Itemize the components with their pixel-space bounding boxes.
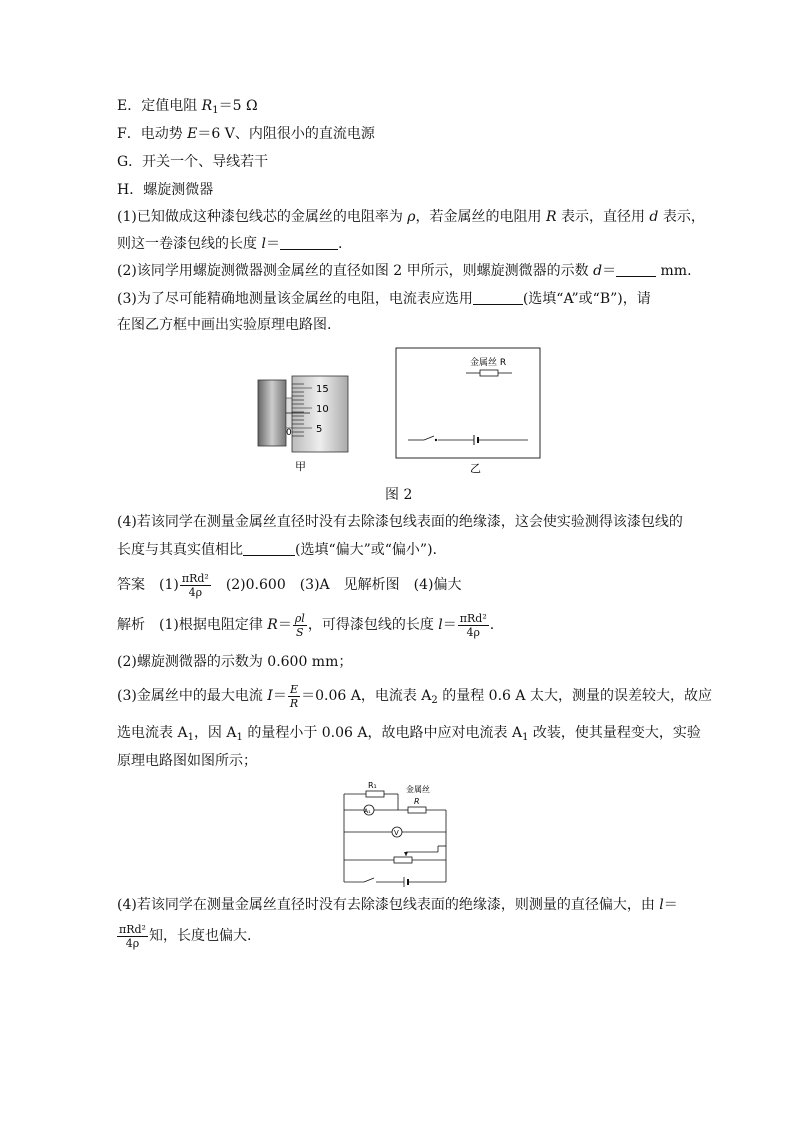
label-yi: 乙 [470, 462, 481, 475]
analysis-p3-line3: 原理电路图如图所示； [117, 753, 257, 769]
question-4-line2: 长度与其真实值相比 (选填“偏大”或“偏小”). [117, 542, 438, 558]
answer-blank-1[interactable] [280, 235, 338, 250]
item-g: G．开关一个、导线若干 [117, 154, 269, 170]
wire-label: 金属丝 R [470, 358, 507, 368]
scale-label-0: 0 [286, 428, 292, 438]
circuit-r-label: R [414, 797, 420, 806]
micrometer-illustration [258, 376, 348, 473]
analysis-p3-line1: (3)金属丝中的最大电流 I＝ $\frac{E}{R}$ ＝0.06 A，电流表 $A_2$ 的量程 0.6 A 太大，测量的误差较大，故应 [117, 682, 712, 710]
question-4-line1: (4)若该同学在测量金属丝直径时没有去除漆包线表面的绝缘漆，这会使实验测得该漆包线的 [117, 514, 683, 530]
circuit-diagram [338, 776, 458, 888]
circuit-wire-label: 金属丝 [406, 785, 430, 794]
current-fraction: $\frac{E}{R}$ [289, 682, 299, 710]
circuit-voltmeter-label: V [394, 829, 399, 837]
circuit-ammeter-label: A₁ [364, 808, 371, 815]
label-jia: 甲 [295, 460, 306, 473]
question-3-line2: 在图乙方框中画出实验原理电路图. [117, 317, 332, 333]
answer-fraction: $\frac{\text{πRd²}}{4\rho}$ [181, 571, 209, 599]
item-f: F．电动势 E＝6 V、内阻很小的直流电源 [117, 126, 375, 142]
scale-label-15: 15 [316, 384, 329, 395]
scale-label-10: 10 [316, 404, 329, 415]
answer-blank-4[interactable] [243, 541, 295, 556]
analysis-p2: (2)螺旋测微器的示数为 0.600 mm； [117, 654, 353, 670]
answer-blank-2[interactable] [616, 262, 656, 277]
question-1-line1: (1)已知做成这种漆包线芯的金属丝的电阻率为 ρ，若金属丝的电阻用 R 表示，直径用 d 表示， [117, 209, 705, 225]
length-fraction: $\frac{\text{πRd²}}{4\rho}$ [459, 611, 487, 639]
question-3-line1: (3)为了尽可能精确地测量该金属丝的电阻，电流表应选用 (选填“A”或“B”)，请 [117, 291, 651, 307]
analysis-p4-line2: $\frac{\text{πRd²}}{4\rho}$ 知，长度也偏大. [119, 922, 252, 950]
figure-2 [250, 340, 550, 505]
item-e: E．定值电阻 $R_1=5$ Ω [117, 98, 258, 116]
figure-2-caption: 图 2 [385, 487, 413, 503]
answer-blank-3[interactable] [473, 290, 523, 305]
answer-line: 答案 (1) $\frac{\text{πRd²}}{4\rho}$ (2)0.600 (3)A 见解析图 (4)偏大 [117, 571, 462, 599]
analysis-p4-line1: (4)若该同学在测量金属丝直径时没有去除漆包线表面的绝缘漆，则测量的直径偏大，由 l＝ [117, 897, 678, 913]
circuit-r1-label: R₁ [368, 781, 377, 790]
scale-label-5: 5 [316, 424, 323, 435]
question-1-line2: 则这一卷漆包线的长度 l＝ . [117, 236, 343, 252]
final-fraction: $\frac{\text{πRd²}}{4\rho}$ [119, 922, 146, 950]
circuit-box-yi [396, 348, 540, 475]
analysis-p1: 解析 (1)根据电阻定律 R＝ $\frac{\rho l}{S}$ ，可得漆包线的长度 l＝ $\frac{\text{πRd²}}{4\rho}$ . [117, 611, 495, 639]
analysis-p3-line2: 选电流表 $A_1$，因 $A_1$ 的量程小于 0.06 A，故电路中应对电流表 $A_1$ 改装，使其量程变大，实验 [117, 725, 701, 743]
question-2: (2)该同学用螺旋测微器测金属丝的直径如图 2 甲所示，则螺旋测微器的示数 d＝ mm. [117, 263, 692, 279]
item-h: H．螺旋测微器 [117, 182, 214, 198]
resistance-fraction: $\frac{\rho l}{S}$ [294, 611, 305, 639]
